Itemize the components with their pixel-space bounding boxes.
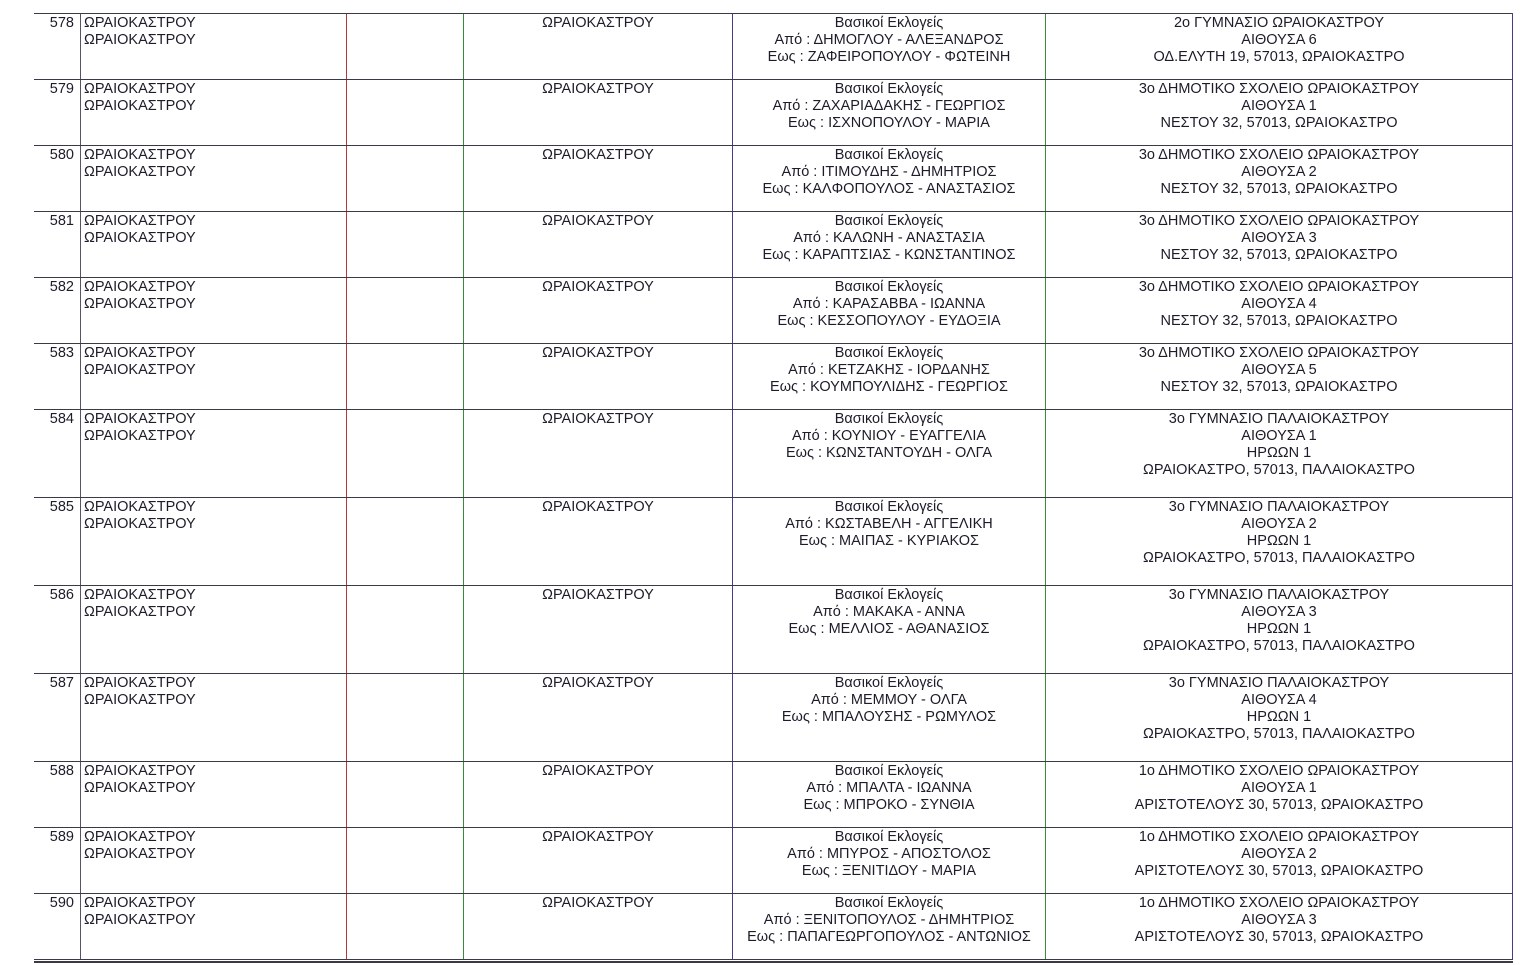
polling-station-cell bbox=[1046, 278, 1513, 344]
table-row bbox=[34, 146, 1513, 212]
polling-station-line: ΑΙΘΟΥΣΑ 6 bbox=[1241, 32, 1317, 48]
voter-range-line: Εως : ΜΕΛΛΙΟΣ - ΑΘΑΝΑΣΙΟΣ bbox=[788, 621, 990, 637]
polling-station-line: ΝΕΣΤΟΥ 32, 57013, ΩΡΑΙΟΚΑΣΤΡΟ bbox=[1160, 379, 1398, 395]
polling-station-line: 3ο ΓΥΜΝΑΣΙΟ ΠΑΛΑΙΟΚΑΣΤΡΟΥ bbox=[1168, 587, 1390, 603]
row-number: 584 bbox=[34, 410, 81, 498]
voter-range-line: Βασικοί Εκλογείς bbox=[834, 499, 944, 515]
polling-station-line: ΩΡΑΙΟΚΑΣΤΡΟ, 57013, ΠΑΛΑΙΟΚΑΣΤΡΟ bbox=[1143, 638, 1415, 654]
municipality-line: ΩΡΑΙΟΚΑΣΤΡΟΥ bbox=[84, 411, 196, 427]
municipality-line: ΩΡΑΙΟΚΑΣΤΡΟΥ bbox=[84, 895, 196, 911]
municipality-cell bbox=[81, 410, 347, 498]
polling-station-cell bbox=[1046, 146, 1513, 212]
electoral-unit-cell: ΩΡΑΙΟΚΑΣΤΡΟΥ bbox=[464, 14, 733, 80]
voter-range-cell bbox=[733, 410, 1046, 498]
polling-stations-table bbox=[34, 13, 1513, 960]
polling-station-line: ΑΙΘΟΥΣΑ 2 bbox=[1241, 846, 1317, 862]
voter-range-line: Βασικοί Εκλογείς bbox=[834, 213, 944, 229]
electoral-unit-cell: ΩΡΑΙΟΚΑΣΤΡΟΥ bbox=[464, 344, 733, 410]
voter-range-line: Εως : ΚΑΛΦΟΠΟΥΛΟΣ - ΑΝΑΣΤΑΣΙΟΣ bbox=[762, 181, 1016, 197]
municipality-line: ΩΡΑΙΟΚΑΣΤΡΟΥ bbox=[84, 98, 196, 114]
voter-range-cell bbox=[733, 80, 1046, 146]
electoral-unit-cell: ΩΡΑΙΟΚΑΣΤΡΟΥ bbox=[464, 146, 733, 212]
polling-station-cell bbox=[1046, 14, 1513, 80]
polling-station-line: ΩΡΑΙΟΚΑΣΤΡΟ, 57013, ΠΑΛΑΙΟΚΑΣΤΡΟ bbox=[1143, 462, 1415, 478]
table-row bbox=[34, 762, 1513, 828]
voter-range-line: Από : ΜΠΑΛΤΑ - ΙΩΑΝΝΑ bbox=[806, 780, 972, 796]
electoral-unit-cell: ΩΡΑΙΟΚΑΣΤΡΟΥ bbox=[464, 762, 733, 828]
polling-station-line: 3ο ΓΥΜΝΑΣΙΟ ΠΑΛΑΙΟΚΑΣΤΡΟΥ bbox=[1168, 675, 1390, 691]
voter-range-line: Βασικοί Εκλογείς bbox=[834, 895, 944, 911]
municipality-line: ΩΡΑΙΟΚΑΣΤΡΟΥ bbox=[84, 499, 196, 515]
voter-range-line: Βασικοί Εκλογείς bbox=[834, 279, 944, 295]
municipality-cell bbox=[81, 586, 347, 674]
electoral-unit-cell: ΩΡΑΙΟΚΑΣΤΡΟΥ bbox=[464, 828, 733, 894]
electoral-unit-cell: ΩΡΑΙΟΚΑΣΤΡΟΥ bbox=[464, 80, 733, 146]
voter-range-line: Εως : ΠΑΠΑΓΕΩΡΓΟΠΟΥΛΟΣ - ΑΝΤΩΝΙΟΣ bbox=[747, 929, 1031, 945]
table-row bbox=[34, 212, 1513, 278]
municipality-line: ΩΡΑΙΟΚΑΣΤΡΟΥ bbox=[84, 829, 196, 845]
voter-range-line: Βασικοί Εκλογείς bbox=[834, 345, 944, 361]
polling-station-line: ΑΙΘΟΥΣΑ 1 bbox=[1241, 428, 1317, 444]
table-row bbox=[34, 498, 1513, 586]
municipality-cell bbox=[81, 278, 347, 344]
row-number: 580 bbox=[34, 146, 81, 212]
polling-station-line: ΑΙΘΟΥΣΑ 3 bbox=[1241, 912, 1317, 928]
polling-station-line: ΗΡΩΩΝ 1 bbox=[1246, 709, 1312, 725]
row-number: 589 bbox=[34, 828, 81, 894]
empty-cell bbox=[347, 14, 464, 80]
polling-station-cell bbox=[1046, 828, 1513, 894]
voter-range-line: Εως : ΚΩΝΣΤΑΝΤΟΥΔΗ - ΟΛΓΑ bbox=[785, 445, 992, 461]
electoral-unit-cell: ΩΡΑΙΟΚΑΣΤΡΟΥ bbox=[464, 586, 733, 674]
voter-range-line: Βασικοί Εκλογείς bbox=[834, 147, 944, 163]
polling-station-line: ΝΕΣΤΟΥ 32, 57013, ΩΡΑΙΟΚΑΣΤΡΟ bbox=[1160, 313, 1398, 329]
table-row bbox=[34, 586, 1513, 674]
polling-station-line: 3ο ΔΗΜΟΤΙΚΟ ΣΧΟΛΕΙΟ ΩΡΑΙΟΚΑΣΤΡΟΥ bbox=[1138, 213, 1420, 229]
voter-range-line: Βασικοί Εκλογείς bbox=[834, 15, 944, 31]
voter-range-line: Από : ΚΟΥΝΙΟΥ - ΕΥΑΓΓΕΛΙΑ bbox=[791, 428, 987, 444]
municipality-line: ΩΡΑΙΟΚΑΣΤΡΟΥ bbox=[84, 675, 196, 691]
polling-station-line: 1ο ΔΗΜΟΤΙΚΟ ΣΧΟΛΕΙΟ ΩΡΑΙΟΚΑΣΤΡΟΥ bbox=[1138, 895, 1420, 911]
voter-range-line: Εως : ΚΑΡΑΠΤΣΙΑΣ - ΚΩΝΣΤΑΝΤΙΝΟΣ bbox=[762, 247, 1016, 263]
municipality-cell bbox=[81, 828, 347, 894]
municipality-line: ΩΡΑΙΟΚΑΣΤΡΟΥ bbox=[84, 15, 196, 31]
voter-range-line: Βασικοί Εκλογείς bbox=[834, 675, 944, 691]
voter-range-line: Από : ΞΕΝΙΤΟΠΟΥΛΟΣ - ΔΗΜΗΤΡΙΟΣ bbox=[763, 912, 1015, 928]
voter-range-cell bbox=[733, 212, 1046, 278]
voter-range-cell bbox=[733, 586, 1046, 674]
voter-range-line: Εως : ΖΑΦΕΙΡΟΠΟΥΛΟΥ - ΦΩΤΕΙΝΗ bbox=[767, 49, 1011, 65]
polling-station-line: ΑΡΙΣΤΟΤΕΛΟΥΣ 30, 57013, ΩΡΑΙΟΚΑΣΤΡΟ bbox=[1134, 863, 1424, 879]
polling-station-line: ΝΕΣΤΟΥ 32, 57013, ΩΡΑΙΟΚΑΣΤΡΟ bbox=[1160, 247, 1398, 263]
empty-cell bbox=[347, 894, 464, 960]
polling-station-cell bbox=[1046, 344, 1513, 410]
row-number: 583 bbox=[34, 344, 81, 410]
electoral-unit-cell: ΩΡΑΙΟΚΑΣΤΡΟΥ bbox=[464, 278, 733, 344]
voter-range-line: Εως : ΙΣΧΝΟΠΟΥΛΟΥ - ΜΑΡΙΑ bbox=[788, 115, 990, 131]
voter-range-line: Εως : ΜΠΡΟΚΟ - ΣΥΝΘΙΑ bbox=[803, 797, 975, 813]
polling-station-line: 3ο ΔΗΜΟΤΙΚΟ ΣΧΟΛΕΙΟ ΩΡΑΙΟΚΑΣΤΡΟΥ bbox=[1138, 345, 1420, 361]
polling-station-line: ΑΡΙΣΤΟΤΕΛΟΥΣ 30, 57013, ΩΡΑΙΟΚΑΣΤΡΟ bbox=[1134, 797, 1424, 813]
voter-range-line: Βασικοί Εκλογείς bbox=[834, 411, 944, 427]
polling-station-line: 2ο ΓΥΜΝΑΣΙΟ ΩΡΑΙΟΚΑΣΤΡΟΥ bbox=[1173, 15, 1385, 31]
voter-range-line: Από : ΚΩΣΤΑΒΕΛΗ - ΑΓΓΕΛΙΚΗ bbox=[785, 516, 993, 532]
municipality-line: ΩΡΑΙΟΚΑΣΤΡΟΥ bbox=[84, 296, 196, 312]
municipality-line: ΩΡΑΙΟΚΑΣΤΡΟΥ bbox=[84, 516, 196, 532]
electoral-unit-cell: ΩΡΑΙΟΚΑΣΤΡΟΥ bbox=[464, 212, 733, 278]
polling-station-line: 3ο ΓΥΜΝΑΣΙΟ ΠΑΛΑΙΟΚΑΣΤΡΟΥ bbox=[1168, 499, 1390, 515]
polling-station-line: ΑΙΘΟΥΣΑ 1 bbox=[1241, 780, 1317, 796]
polling-station-line: ΗΡΩΩΝ 1 bbox=[1246, 445, 1312, 461]
voter-range-line: Από : ΙΤΙΜΟΥΔΗΣ - ΔΗΜΗΤΡΙΟΣ bbox=[781, 164, 997, 180]
municipality-line: ΩΡΑΙΟΚΑΣΤΡΟΥ bbox=[84, 81, 196, 97]
polling-station-line: ΑΙΘΟΥΣΑ 2 bbox=[1241, 164, 1317, 180]
empty-cell bbox=[347, 498, 464, 586]
voter-range-line: Βασικοί Εκλογείς bbox=[834, 81, 944, 97]
polling-station-line: ΑΙΘΟΥΣΑ 3 bbox=[1241, 230, 1317, 246]
polling-station-line: ΗΡΩΩΝ 1 bbox=[1246, 533, 1312, 549]
voter-range-line: Από : ΚΑΛΩΝΗ - ΑΝΑΣΤΑΣΙΑ bbox=[793, 230, 985, 246]
voter-range-line: Βασικοί Εκλογείς bbox=[834, 587, 944, 603]
polling-station-cell bbox=[1046, 410, 1513, 498]
municipality-line: ΩΡΑΙΟΚΑΣΤΡΟΥ bbox=[84, 763, 196, 779]
empty-cell bbox=[347, 586, 464, 674]
table-row bbox=[34, 828, 1513, 894]
row-number: 579 bbox=[34, 80, 81, 146]
voter-range-cell bbox=[733, 344, 1046, 410]
municipality-line: ΩΡΑΙΟΚΑΣΤΡΟΥ bbox=[84, 164, 196, 180]
municipality-line: ΩΡΑΙΟΚΑΣΤΡΟΥ bbox=[84, 428, 196, 444]
municipality-line: ΩΡΑΙΟΚΑΣΤΡΟΥ bbox=[84, 587, 196, 603]
municipality-cell bbox=[81, 146, 347, 212]
polling-station-line: ΑΙΘΟΥΣΑ 4 bbox=[1241, 296, 1317, 312]
empty-cell bbox=[347, 762, 464, 828]
voter-range-line: Εως : ΜΑΙΠΑΣ - ΚΥΡΙΑΚΟΣ bbox=[798, 533, 980, 549]
polling-station-cell bbox=[1046, 80, 1513, 146]
electoral-unit-cell: ΩΡΑΙΟΚΑΣΤΡΟΥ bbox=[464, 498, 733, 586]
empty-cell bbox=[347, 410, 464, 498]
municipality-cell bbox=[81, 80, 347, 146]
electoral-unit-cell: ΩΡΑΙΟΚΑΣΤΡΟΥ bbox=[464, 410, 733, 498]
voter-range-line: Από : ΜΠΥΡΟΣ - ΑΠΟΣΤΟΛΟΣ bbox=[787, 846, 991, 862]
empty-cell bbox=[347, 212, 464, 278]
municipality-line: ΩΡΑΙΟΚΑΣΤΡΟΥ bbox=[84, 780, 196, 796]
polling-station-line: ΟΔ.ΕΛΥΤΗ 19, 57013, ΩΡΑΙΟΚΑΣΤΡΟ bbox=[1153, 49, 1405, 65]
voter-range-cell bbox=[733, 674, 1046, 762]
municipality-line: ΩΡΑΙΟΚΑΣΤΡΟΥ bbox=[84, 279, 196, 295]
municipality-line: ΩΡΑΙΟΚΑΣΤΡΟΥ bbox=[84, 230, 196, 246]
municipality-cell bbox=[81, 498, 347, 586]
municipality-cell bbox=[81, 14, 347, 80]
polling-station-line: 1ο ΔΗΜΟΤΙΚΟ ΣΧΟΛΕΙΟ ΩΡΑΙΟΚΑΣΤΡΟΥ bbox=[1138, 829, 1420, 845]
voter-range-line: Από : ΜΕΜΜΟΥ - ΟΛΓΑ bbox=[811, 692, 967, 708]
polling-station-cell bbox=[1046, 212, 1513, 278]
municipality-line: ΩΡΑΙΟΚΑΣΤΡΟΥ bbox=[84, 692, 196, 708]
row-number: 586 bbox=[34, 586, 81, 674]
voter-range-cell bbox=[733, 146, 1046, 212]
table-row bbox=[34, 344, 1513, 410]
table-row bbox=[34, 278, 1513, 344]
empty-cell bbox=[347, 278, 464, 344]
polling-station-cell bbox=[1046, 674, 1513, 762]
polling-station-line: 1ο ΔΗΜΟΤΙΚΟ ΣΧΟΛΕΙΟ ΩΡΑΙΟΚΑΣΤΡΟΥ bbox=[1138, 763, 1420, 779]
municipality-cell bbox=[81, 344, 347, 410]
polling-station-line: ΩΡΑΙΟΚΑΣΤΡΟ, 57013, ΠΑΛΑΙΟΚΑΣΤΡΟ bbox=[1143, 726, 1415, 742]
polling-station-line: 3ο ΔΗΜΟΤΙΚΟ ΣΧΟΛΕΙΟ ΩΡΑΙΟΚΑΣΤΡΟΥ bbox=[1138, 147, 1420, 163]
polling-station-line: ΗΡΩΩΝ 1 bbox=[1246, 621, 1312, 637]
municipality-line: ΩΡΑΙΟΚΑΣΤΡΟΥ bbox=[84, 147, 196, 163]
municipality-cell bbox=[81, 674, 347, 762]
voter-range-cell bbox=[733, 762, 1046, 828]
row-number: 582 bbox=[34, 278, 81, 344]
table-row bbox=[34, 14, 1513, 80]
voter-range-line: Εως : ΜΠΑΛΟΥΣΗΣ - ΡΩΜΥΛΟΣ bbox=[781, 709, 997, 725]
row-number: 581 bbox=[34, 212, 81, 278]
empty-cell bbox=[347, 674, 464, 762]
municipality-cell bbox=[81, 212, 347, 278]
polling-station-line: ΑΙΘΟΥΣΑ 2 bbox=[1241, 516, 1317, 532]
voter-range-line: Από : ΖΑΧΑΡΙΑΔΑΚΗΣ - ΓΕΩΡΓΙΟΣ bbox=[772, 98, 1006, 114]
municipality-line: ΩΡΑΙΟΚΑΣΤΡΟΥ bbox=[84, 345, 196, 361]
table-row bbox=[34, 80, 1513, 146]
empty-cell bbox=[347, 80, 464, 146]
polling-station-line: ΑΙΘΟΥΣΑ 4 bbox=[1241, 692, 1317, 708]
table-body bbox=[34, 14, 1513, 960]
polling-station-cell bbox=[1046, 762, 1513, 828]
municipality-line: ΩΡΑΙΟΚΑΣΤΡΟΥ bbox=[84, 213, 196, 229]
polling-station-line: ΑΡΙΣΤΟΤΕΛΟΥΣ 30, 57013, ΩΡΑΙΟΚΑΣΤΡΟ bbox=[1134, 929, 1424, 945]
row-number: 588 bbox=[34, 762, 81, 828]
row-number: 578 bbox=[34, 14, 81, 80]
polling-station-line: ΑΙΘΟΥΣΑ 1 bbox=[1241, 98, 1317, 114]
voter-range-cell bbox=[733, 894, 1046, 960]
voter-range-cell bbox=[733, 828, 1046, 894]
polling-station-cell bbox=[1046, 498, 1513, 586]
empty-cell bbox=[347, 146, 464, 212]
voter-range-line: Βασικοί Εκλογείς bbox=[834, 829, 944, 845]
electoral-unit-cell: ΩΡΑΙΟΚΑΣΤΡΟΥ bbox=[464, 894, 733, 960]
empty-cell bbox=[347, 828, 464, 894]
municipality-cell bbox=[81, 762, 347, 828]
polling-station-line: ΝΕΣΤΟΥ 32, 57013, ΩΡΑΙΟΚΑΣΤΡΟ bbox=[1160, 181, 1398, 197]
voter-range-line: Από : ΜΑΚΑΚΑ - ΑΝΝΑ bbox=[813, 604, 965, 620]
polling-station-line: 3ο ΔΗΜΟΤΙΚΟ ΣΧΟΛΕΙΟ ΩΡΑΙΟΚΑΣΤΡΟΥ bbox=[1138, 81, 1420, 97]
row-number: 590 bbox=[34, 894, 81, 960]
voter-range-line: Εως : ΞΕΝΙΤΙΔΟΥ - ΜΑΡΙΑ bbox=[801, 863, 977, 879]
municipality-line: ΩΡΑΙΟΚΑΣΤΡΟΥ bbox=[84, 846, 196, 862]
voter-range-line: Βασικοί Εκλογείς bbox=[834, 763, 944, 779]
table-row bbox=[34, 674, 1513, 762]
voter-range-cell bbox=[733, 278, 1046, 344]
voter-range-line: Από : ΔΗΜΟΓΛΟΥ - ΑΛΕΞΑΝΔΡΟΣ bbox=[774, 32, 1004, 48]
empty-cell bbox=[347, 344, 464, 410]
voter-range-line: Εως : ΚΕΣΣΟΠΟΥΛΟΥ - ΕΥΔΟΞΙΑ bbox=[777, 313, 1001, 329]
electoral-unit-cell: ΩΡΑΙΟΚΑΣΤΡΟΥ bbox=[464, 674, 733, 762]
voter-range-line: Από : ΚΕΤΖΑΚΗΣ - ΙΟΡΔΑΝΗΣ bbox=[788, 362, 990, 378]
polling-station-cell bbox=[1046, 894, 1513, 960]
voter-range-cell bbox=[733, 14, 1046, 80]
municipality-line: ΩΡΑΙΟΚΑΣΤΡΟΥ bbox=[84, 362, 196, 378]
polling-station-line: ΝΕΣΤΟΥ 32, 57013, ΩΡΑΙΟΚΑΣΤΡΟ bbox=[1160, 115, 1398, 131]
bottom-rule bbox=[34, 961, 1513, 963]
municipality-line: ΩΡΑΙΟΚΑΣΤΡΟΥ bbox=[84, 604, 196, 620]
polling-station-cell bbox=[1046, 586, 1513, 674]
row-number: 585 bbox=[34, 498, 81, 586]
municipality-cell bbox=[81, 894, 347, 960]
row-number: 587 bbox=[34, 674, 81, 762]
polling-station-line: 3ο ΓΥΜΝΑΣΙΟ ΠΑΛΑΙΟΚΑΣΤΡΟΥ bbox=[1168, 411, 1390, 427]
voter-range-line: Από : ΚΑΡΑΣΑΒΒΑ - ΙΩΑΝΝΑ bbox=[792, 296, 986, 312]
polling-station-line: ΩΡΑΙΟΚΑΣΤΡΟ, 57013, ΠΑΛΑΙΟΚΑΣΤΡΟ bbox=[1143, 550, 1415, 566]
table-row bbox=[34, 894, 1513, 960]
municipality-line: ΩΡΑΙΟΚΑΣΤΡΟΥ bbox=[84, 32, 196, 48]
municipality-line: ΩΡΑΙΟΚΑΣΤΡΟΥ bbox=[84, 912, 196, 928]
polling-station-line: 3ο ΔΗΜΟΤΙΚΟ ΣΧΟΛΕΙΟ ΩΡΑΙΟΚΑΣΤΡΟΥ bbox=[1138, 279, 1420, 295]
polling-station-line: ΑΙΘΟΥΣΑ 5 bbox=[1241, 362, 1317, 378]
voter-range-cell bbox=[733, 498, 1046, 586]
voter-range-line: Εως : ΚΟΥΜΠΟΥΛΙΔΗΣ - ΓΕΩΡΓΙΟΣ bbox=[770, 379, 1008, 395]
polling-station-line: ΑΙΘΟΥΣΑ 3 bbox=[1241, 604, 1317, 620]
table-row bbox=[34, 410, 1513, 498]
